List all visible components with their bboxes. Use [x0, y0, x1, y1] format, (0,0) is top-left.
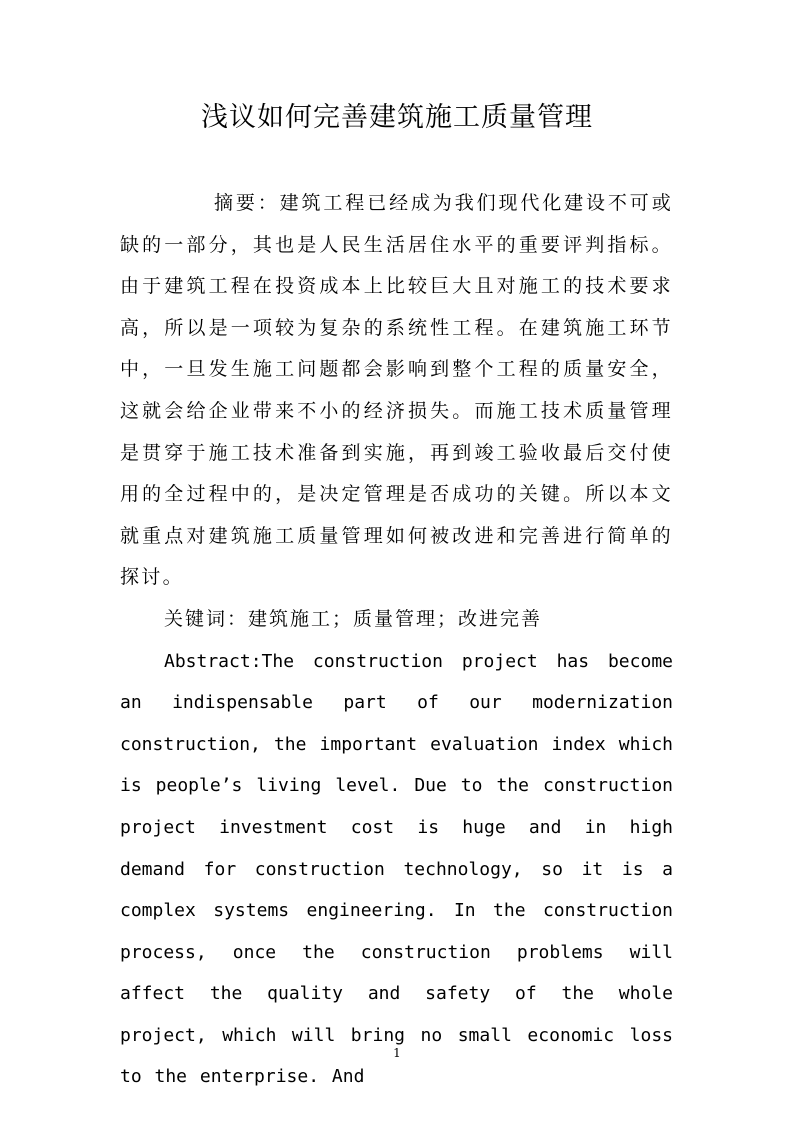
chinese-abstract-paragraph: 摘要：建筑工程已经成为我们现代化建设不可或缺的一部分，其也是人民生活居住水平的重要评判指标。由于建筑工程在投资成本上比较巨大且对施工的技术要求高，所以是一项较为复杂的系统性工程。在建筑施工环节中，一旦发生施工问题都会影响到整个工程的质量安全，这就会给企业带来不小的经济损失。而施工技术质量管理是贯穿于施工技术准备到实施，再到竣工验收最后交付使用的全过程中的，是决定管理是否成功的关键。所以本文就重点对建筑施工质量管理如何被改进和完善进行简单的探讨。 — [120, 192, 673, 589]
document-title: 浅议如何完善建筑施工质量管理 — [201, 102, 593, 133]
document-body — [120, 183, 673, 1098]
page-number: 1 — [393, 1046, 401, 1060]
keywords-paragraph: 关键词：建筑施工；质量管理；改进完善 — [164, 607, 543, 630]
english-abstract-paragraph: Abstract:The construction project has become an indispensable part of our modernization construction, the important evaluation index which is people’s living level. Due to the construction project investment cost is huge and in high demand for construction technology, so it is a complex systems engineering. In the construction process, once the construction problems will affect the quality and safety of the whole project, which will bring no small economic loss to the enterprise. And — [120, 650, 673, 1088]
